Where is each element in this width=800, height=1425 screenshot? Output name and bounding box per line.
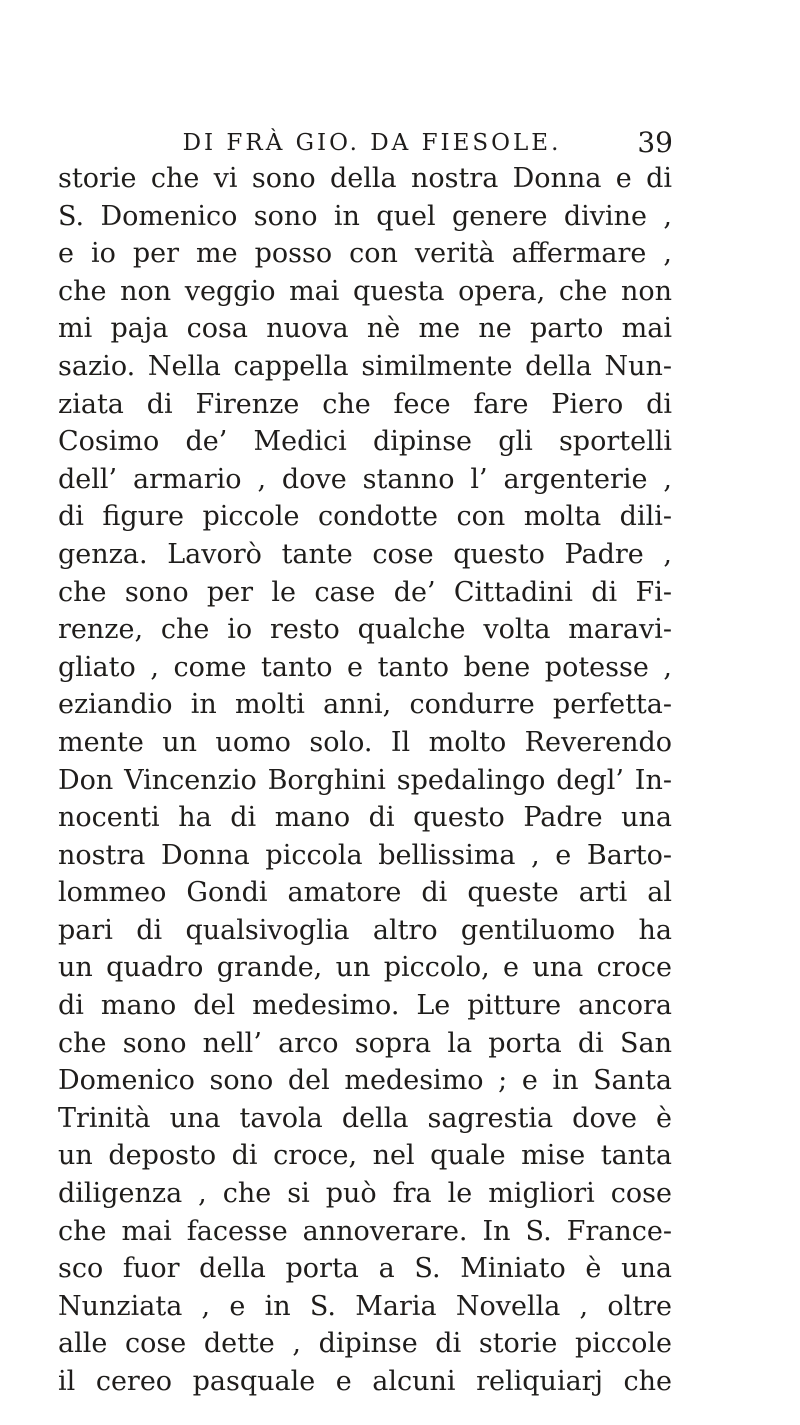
running-head: [0, 126, 800, 160]
page-number: 39: [637, 126, 673, 159]
text-line: un deposto di croce, nel quale mise tanta: [58, 1140, 672, 1172]
text-line: sco fuor della porta a S. Miniato è una: [58, 1253, 672, 1285]
text-line: un quadro grande, un piccolo, e una croce: [58, 952, 672, 984]
text-line: il cereo pasquale e alcuni reliquiarj che: [58, 1366, 672, 1397]
text-line: Cosimo de’ Medici dipinse gli sportelli: [58, 426, 672, 458]
text-line: di mano del medesimo. Le pitture ancora: [58, 990, 672, 1022]
text-line: lommeo Gondi amatore di queste arti al: [58, 877, 672, 909]
text-line: S. Domenico sono in quel genere divine ,: [58, 200, 672, 232]
text-line: eziandio in molti anni, condurre perfetta-: [58, 689, 672, 721]
text-line: alle cose dette , dipinse di storie piccole: [58, 1328, 672, 1360]
text-line: diligenza , che si può fra le migliori cose: [58, 1178, 672, 1210]
text-line: e io per me posso con verità affermare ,: [58, 238, 672, 270]
running-head-title: DI FRÀ GIO. DA FIESOLE.: [182, 130, 562, 156]
text-line: Trinità una tavola della sagrestia dove è: [58, 1102, 672, 1134]
text-line: Don Vincenzio Borghini spedalingo degl’ In-: [58, 764, 672, 796]
text-line: mente un uomo solo. Il molto Reverendo: [58, 726, 672, 758]
text-line: sazio. Nella cappella similmente della Nun-: [58, 350, 672, 382]
text-line: Nunziata , e in S. Maria Novella , oltre: [58, 1290, 672, 1322]
text-line: gliato , come tanto e tanto bene potesse ,: [58, 651, 672, 683]
text-line: storie che vi sono della nostra Donna e di: [58, 163, 672, 194]
text-line: che sono per le case de’ Cittadini di Fi-: [58, 576, 672, 608]
body-text: [58, 160, 672, 1401]
text-line: dell’ armario , dove stanno l’ argenterie ,: [58, 463, 672, 495]
text-line: che sono nell’ arco sopra la porta di San: [58, 1027, 672, 1059]
text-line: ziata di Firenze che fece fare Piero di: [58, 388, 672, 420]
text-line: mi paja cosa nuova nè me ne parto mai: [58, 313, 672, 345]
text-line: renze, che io resto qualche volta maravi-: [58, 614, 672, 646]
text-line: Domenico sono del medesimo ; e in Santa: [58, 1065, 672, 1097]
text-line: che non veggio mai questa opera, che non: [58, 275, 672, 307]
text-line: pari di qualsivoglia altro gentiluomo ha: [58, 914, 672, 946]
text-line: che mai facesse annoverare. In S. France-: [58, 1215, 672, 1247]
text-line: nostra Donna piccola bellissima , e Barto-: [58, 839, 672, 871]
text-line: nocenti ha di mano di questo Padre una: [58, 802, 672, 834]
text-line: di figure piccole condotte con molta dili-: [58, 501, 672, 533]
text-line: genza. Lavorò tante cose questo Padre ,: [58, 538, 672, 570]
